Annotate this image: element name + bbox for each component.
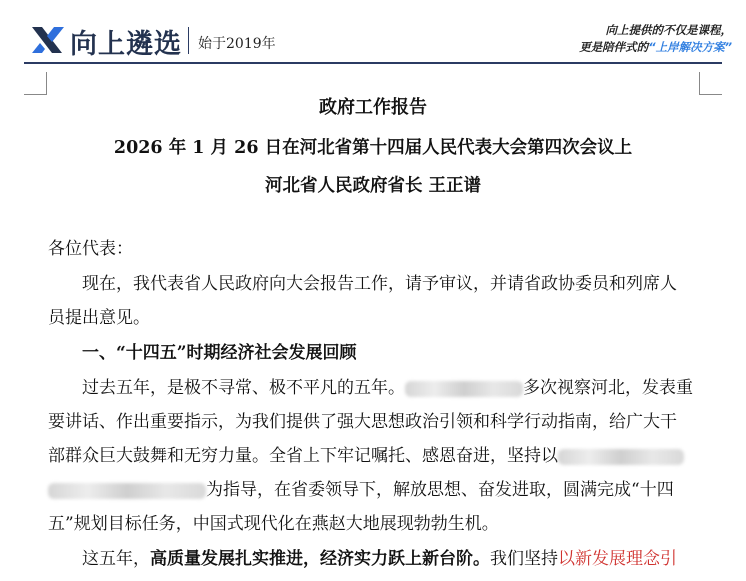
redacted-text-block [558, 449, 684, 465]
brand-logo-icon [30, 25, 66, 55]
paragraph-2-line-4 [48, 474, 674, 506]
site-header [0, 0, 746, 64]
paragraph-2-line-1-a: 过去五年，是极不寻常、极不平凡的五年。 [82, 378, 405, 398]
page-corner-mark-left [24, 72, 47, 95]
salutation: 各位代表： [48, 239, 133, 259]
paragraph-2-line-1-b: 多次视察河北，发表重 [523, 378, 693, 398]
slogan-line-1: 向上提供的不仅是课程， [605, 23, 732, 37]
brand-since: 始于2019年 [198, 36, 276, 52]
section-heading-review: 一、“十四五”时期经济社会发展回顾 [82, 343, 357, 363]
paragraph-2-line-1 [82, 372, 693, 404]
paragraph-2-line-2: 要讲话、作出重要指示，为我们提供了强大思想政治引领和科学行动指南，给广大干 [48, 412, 677, 432]
redacted-text-block [405, 381, 523, 397]
header-divider [24, 62, 722, 64]
paragraph-1-line-1: 现在，我代表省人民政府向大会报告工作，请予审议，并请省政协委员和列席人 [82, 274, 677, 294]
paragraph-3-bold: 高质量发展扎实推进，经济实力跃上新台阶。 [150, 549, 490, 569]
paragraph-2-line-4-a: 为指导，在省委领导下，解放思想、奋发进取，圆满完成“十四 [206, 480, 674, 500]
slogan-highlight: “上岸解决方案” [648, 40, 732, 54]
document-subtitle-occasion: 2026 年 1 月 26 日在河北省第十四届人民代表大会第四次会议上 [113, 138, 633, 158]
paragraph-3-plain-2: 我们坚持 [490, 549, 558, 569]
brand-divider [188, 27, 189, 54]
document-subtitle-speaker: 河北省人民政府省长 王正谱 [264, 176, 482, 196]
paragraph-2-line-3-a: 部群众巨大鼓舞和无穷力量。全省上下牢记嘱托、感恩奋进，坚持以 [48, 446, 558, 466]
slogan-line-2-prefix: 更是陪伴式的 [579, 40, 649, 54]
brand-name: 向上遴选 [70, 29, 182, 60]
brand-slogan [502, 22, 732, 56]
paragraph-2-line-3 [48, 440, 684, 472]
paragraph-3-plain: 这五年， [82, 549, 150, 569]
document-title: 政府工作报告 [319, 97, 427, 118]
paragraph-3-highlight: 以新发展理念引 [558, 549, 677, 569]
slogan-line-2 [502, 39, 732, 56]
paragraph-2-line-5: 五”规划目标任务，中国式现代化在燕赵大地展现勃勃生机。 [48, 514, 499, 534]
paragraph-1-line-2: 员提出意见。 [48, 308, 150, 328]
page-corner-mark-right [699, 72, 722, 95]
redacted-text-block [48, 483, 206, 499]
paragraph-3-line-1 [82, 543, 677, 575]
